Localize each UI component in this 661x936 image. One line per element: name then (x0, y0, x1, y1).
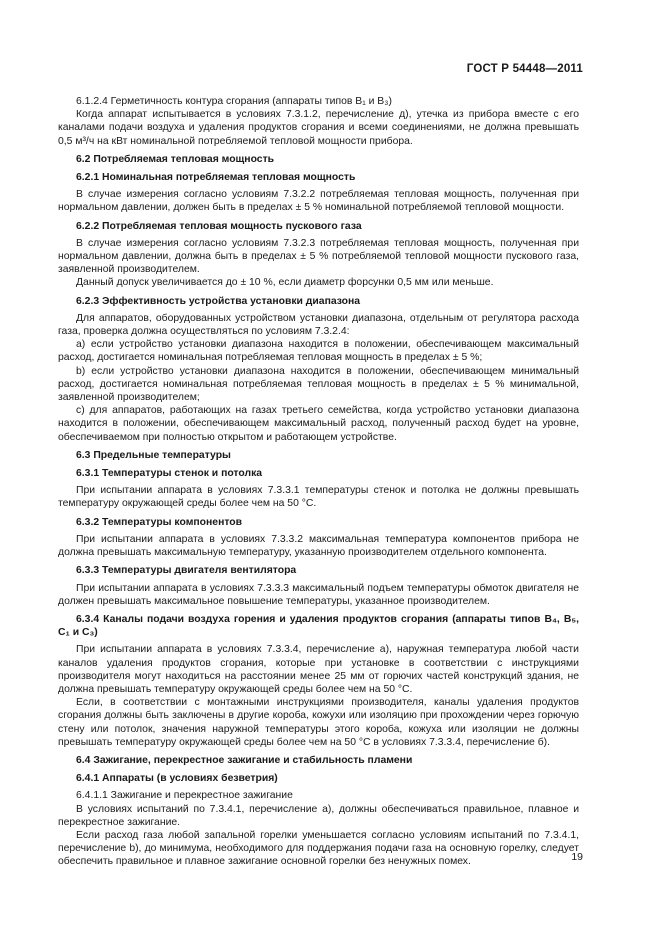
section-6-3-2-heading: 6.3.2 Температуры компонентов (76, 516, 243, 528)
section-6-2-1-heading: 6.2.1 Номинальная потребляемая тепловая мощность (76, 172, 356, 184)
paragraph: Если, в соответствии с монтажными инструкциями производителя, каналы удаления продуктов сгорания должны быть заключены в другие короба, кожухи или изоляцию при прохождении через горючую стену или потолок, значения наружной температуры этого короба, кожуха или изоляции не должны превышать температуру окружающей среды более чем на 50 °С в условиях 7.3.3.4, перечисление б). (58, 697, 579, 748)
section-6-4-1-1-heading: 6.4.1.1 Зажигание и перекрестное зажигание (76, 790, 293, 802)
section-6-4-heading: 6.4 Зажигание, перекрестное зажигание и стабильность пламени (76, 754, 413, 766)
document-id: ГОСТ Р 54448—2011 (466, 63, 583, 75)
section-6-2-3-heading: 6.2.3 Эффективность устройства установки диапазона (76, 295, 361, 307)
section-6-2-2-heading: 6.2.2 Потребляемая тепловая мощность пускового газа (76, 220, 362, 232)
document-body (58, 93, 579, 869)
section-6-3-1-heading: 6.3.1 Температуры стенок и потолка (76, 468, 263, 480)
paragraph: При испытании аппарата в условиях 7.3.3.4, перечисление а), наружная температура любой части каналов удаления продуктов сгорания, которые при установке в соответствии с инструкциями производителя могут находиться на расстоянии менее 25 мм от горючих частей конструкций здания, не должна превышать температуру окружающей среды более чем на 50 °С. (58, 644, 579, 695)
section-6-3-heading: 6.3 Предельные температуры (76, 449, 231, 461)
paragraph: Для аппаратов, оборудованных устройством установки диапазона, отдельным от регулятора расхода газа, проверка должна осуществляться по условиям 7.3.2.4: (58, 312, 579, 338)
paragraph: Данный допуск увеличивается до ± 10 %, если диаметр форсунки 0,5 мм или меньше. (76, 277, 494, 289)
paragraph: Когда аппарат испытывается в условиях 7.3.1.2, перечисление д), утечка из прибора вместе с его каналами подачи воздуха и удаления продуктов сгорания и всеми соединениями, не должна превышать 0,5 м³/ч на кВт номинальной потребляемой тепловой мощности прибора. (58, 109, 579, 147)
paragraph: В случае измерения согласно условиям 7.3.2.2 потребляемая тепловая мощность, полученная при нормальном давлении, должен быть в пределах ± 5 % номинальной потребляемой тепловой мощности. (58, 189, 579, 214)
page-number: 19 (571, 851, 583, 863)
list-item-c: с) для аппаратов, работающих на газах третьего семейства, когда устройство установки диапазона находится в положении, обеспечивающем максимальный расход, полученный расход будет на уровне, обеспечиваемом при полностью открытом и работающем устройстве. (58, 405, 579, 443)
section-6-1-2-4-heading: 6.1.2.4 Герметичность контура сгорания (аппараты типов B₁ и B₃) (76, 96, 392, 107)
paragraph: При испытании аппарата в условиях 7.3.3.1 температуры стенок и потолка не должны превышать температуру окружающей среды более чем на 50 °С. (58, 485, 579, 510)
paragraph: В случае измерения согласно условиям 7.3.2.3 потребляемая тепловая мощность, полученная при нормальном давлении, должна быть в пределах ± 5 % потребляемой тепловой мощности пускового газа, заявленной производителем. (58, 237, 579, 276)
paragraph: При испытании аппарата в условиях 7.3.3.3 максимальный подъем температуры обмоток двигателя не должен превышать максимальное повышение температуры, указанное производителем. (58, 582, 579, 607)
paragraph: Если расход газа любой запальной горелки уменьшается согласно условиям испытаний по 7.3.4.1, перечисление b), до минимума, необходимого для поддержания подачи газа на основную горелку, следует обеспечить правильное и плавное зажигание основной горелки без ненужных помех. (58, 829, 579, 868)
section-6-4-1-heading: 6.4.1 Аппараты (в условиях безветрия) (76, 773, 278, 785)
paragraph: В условиях испытаний по 7.3.4.1, перечисление а), должны обеспечиваться правильное, плавное и перекрестное зажигание. (58, 803, 579, 828)
section-6-3-4-heading: 6.3.4 Каналы подачи воздуха горения и удаления продуктов сгорания (аппараты типов B₄, B₅, C₁ и C₃) (58, 613, 579, 639)
list-item-a: а) если устройство установки диапазона находится в положении, обеспечивающем максимальный расход, достигается номинальная потребляемая тепловая мощность в пределах ± 5 %; (58, 339, 579, 364)
list-item-b: b) если устройство установки диапазона находится в положении, обеспечивающем минимальный расход, достигается номинальная потребляемая тепловая мощность в пределах ± 5 % минимальной, заявленной производителем; (58, 365, 579, 404)
section-6-3-3-heading: 6.3.3 Температуры двигателя вентилятора (76, 565, 297, 577)
paragraph: При испытании аппарата в условиях 7.3.3.2 максимальная температура компонентов прибора не должна превышать максимальную температуру, указанную производителем отдельного компонента. (58, 533, 579, 559)
section-6-2-heading: 6.2 Потребляемая тепловая мощность (76, 153, 275, 165)
